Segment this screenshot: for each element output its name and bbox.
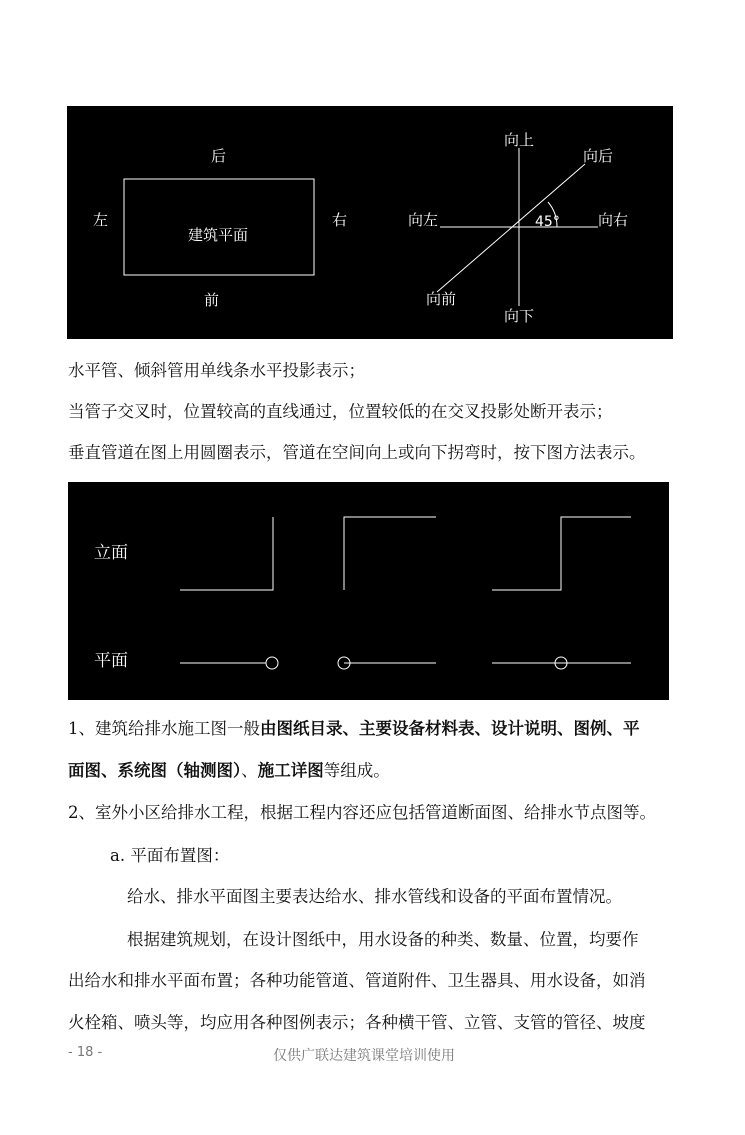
label-right: 右 (332, 211, 348, 229)
label-left: 左 (93, 211, 109, 229)
page-number: - 18 - (68, 1045, 103, 1060)
sub-item-a-paragraph-2-line-2: 出给水和排水平面布置；各种功能管道、管道附件、卫生器具、用水设备，如消 (68, 971, 646, 990)
paragraph-1: 水平管、倾斜管用单线条水平投影表示； (68, 361, 365, 380)
item-1-bold-2: 面图、系统图（轴测图） (68, 761, 242, 780)
label-down: 向下 (504, 307, 535, 325)
label-back-direction: 向后 (583, 147, 614, 165)
plan-riser-circle-1 (266, 657, 278, 669)
diagonal-axis (437, 164, 585, 292)
item-1-comma: 、 (241, 761, 258, 780)
item-1-end: 等组成。 (323, 761, 390, 780)
elevation-pipe-3 (492, 517, 631, 590)
label-front: 前 (204, 291, 220, 309)
elevation-pipe-2 (344, 517, 436, 590)
sub-item-a-heading: a. 平面布置图： (110, 846, 230, 865)
direction-figure (67, 106, 673, 339)
item-2: 2、室外小区给排水工程，根据工程内容还应包括管道断面图、给排水节点图等。 (68, 803, 656, 822)
item-1-text: 1、建筑给排水施工图一般 (68, 719, 260, 738)
item-1-line-2 (68, 760, 390, 782)
item-1-line-1 (68, 718, 640, 740)
label-front-direction: 向前 (426, 290, 457, 308)
label-back: 后 (211, 147, 227, 165)
label-up: 向上 (504, 131, 535, 149)
label-angle: 45° (535, 214, 560, 230)
paragraph-3: 垂直管道在图上用圆圈表示，管道在空间向上或向下拐弯时，按下图方法表示。 (68, 443, 646, 462)
sub-item-a-paragraph-1: 给水、排水平面图主要表达给水、排水管线和设备的平面布置情况。 (127, 887, 622, 906)
item-1-bold-1: 由图纸目录、主要设备材料表、设计说明、图例、平 (260, 719, 640, 738)
pipe-elevation-plan-figure (68, 482, 669, 700)
item-1-bold-3: 施工详图 (257, 761, 324, 780)
label-building-plan: 建筑平面 (188, 226, 249, 244)
label-plan: 平面 (94, 651, 128, 671)
sub-item-a-paragraph-2-line-3: 火栓箱、喷头等，均应用各种图例表示；各种横干管、立管、支管的管径、坡度 (68, 1013, 646, 1032)
label-elevation: 立面 (94, 543, 128, 563)
paragraph-2: 当管子交叉时，位置较高的直线通过，位置较低的在交叉投影处断开表示； (68, 402, 613, 421)
footer-note: 仅供广联达建筑课堂培训使用 (273, 1048, 455, 1064)
elevation-pipe-1 (180, 517, 273, 590)
sub-item-a-paragraph-2-line-1: 根据建筑规划，在设计图纸中，用水设备的种类、数量、位置，均要作 (127, 930, 639, 949)
label-right-direction: 向右 (598, 211, 629, 229)
label-left-direction: 向左 (408, 211, 439, 229)
